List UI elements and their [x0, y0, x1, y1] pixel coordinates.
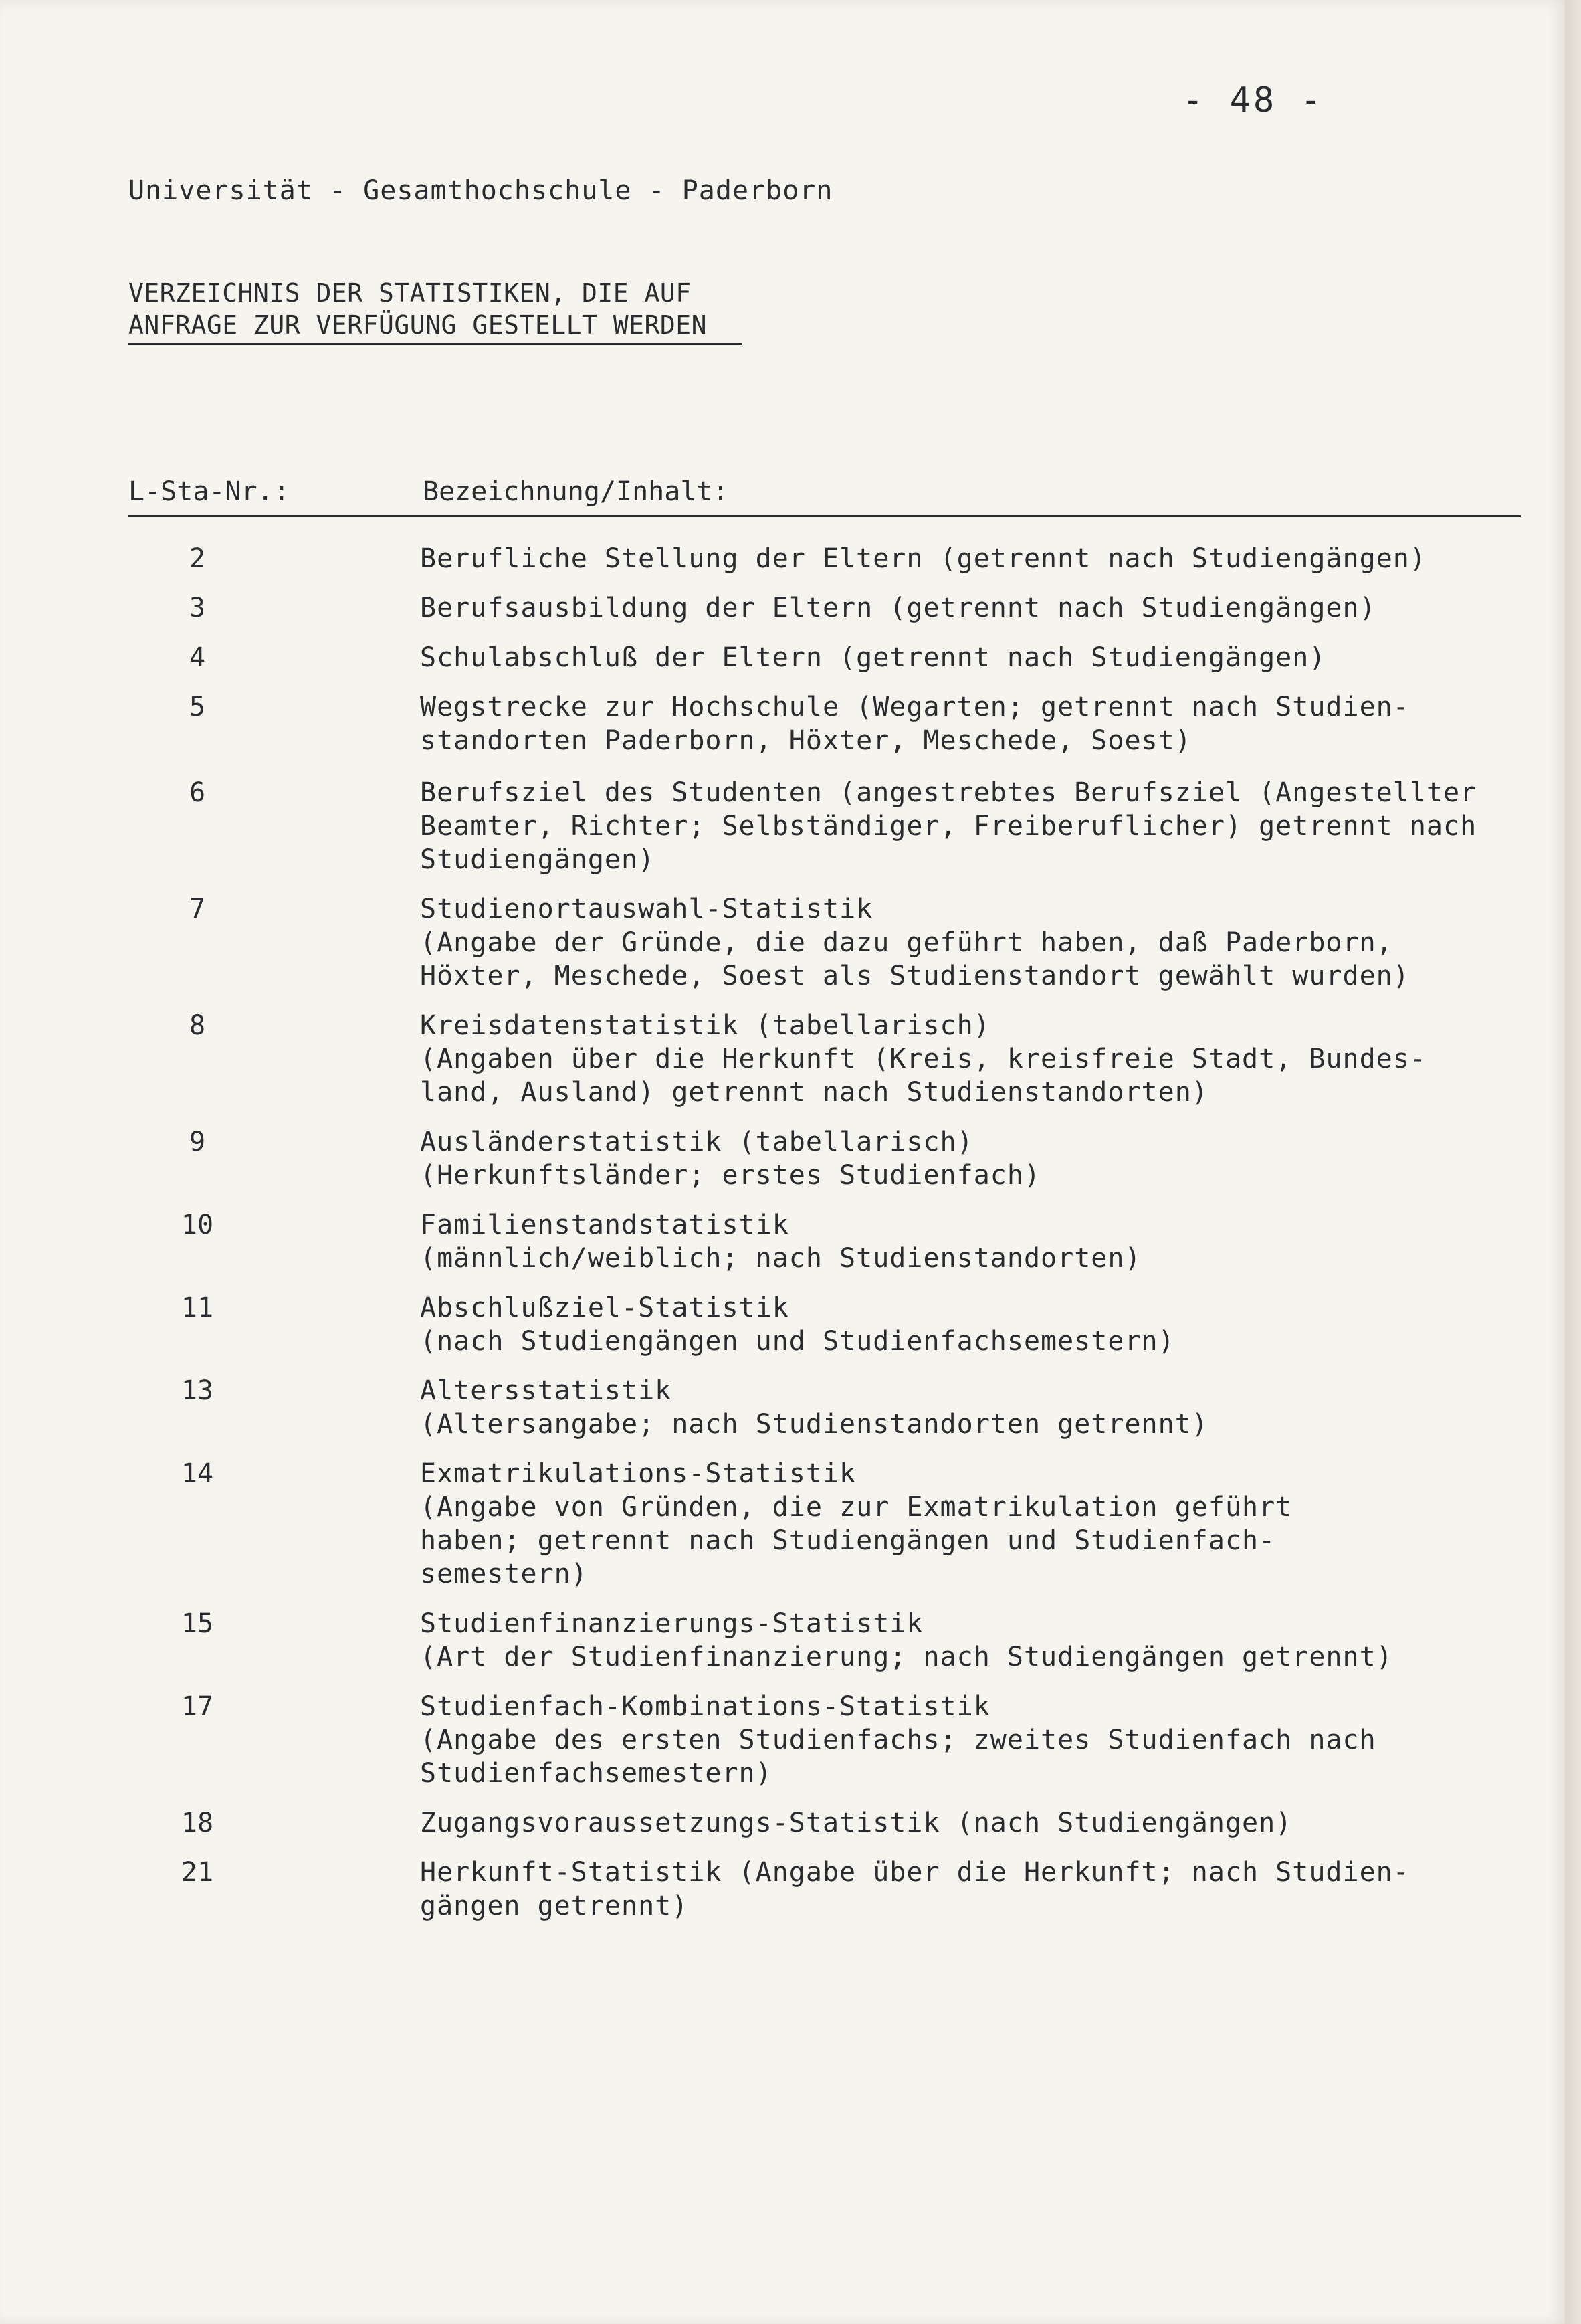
entry-description-line: (Angabe der Gründe, die dazu geführt haben, daß Paderborn, — [420, 927, 1393, 958]
entry-description-line: Altersstatistik — [420, 1375, 672, 1406]
entry-description-line: Studienortauswahl-Statistik — [420, 894, 873, 925]
entry-description-line: Herkunft-Statistik (Angabe über die Herkunft; nach Studien- — [420, 1857, 1410, 1888]
entry-description-line: Abschlußziel-Statistik — [420, 1292, 789, 1323]
entry-description-line: semestern) — [420, 1559, 588, 1589]
document-title-line-1: VERZEICHNIS DER STATISTIKEN, DIE AUF — [128, 278, 692, 308]
entry-number: 2 — [189, 543, 206, 574]
entry-number: 11 — [181, 1292, 214, 1323]
entry-description-line: Studienfinanzierungs-Statistik — [420, 1608, 924, 1639]
entry-description — [420, 1690, 1503, 1790]
entry-description — [420, 690, 1503, 757]
entry-number: 15 — [181, 1608, 214, 1639]
entry-number: 7 — [189, 894, 206, 925]
entry-number: 21 — [181, 1857, 214, 1888]
entry-description — [420, 542, 1503, 575]
entry-description-line: Studienfachsemestern) — [420, 1758, 772, 1789]
entry-description — [420, 1607, 1503, 1674]
entry-description-line: Berufsziel des Studenten (angestrebtes Berufsziel (Angestellter — [420, 777, 1477, 808]
entry-description — [420, 1125, 1503, 1192]
entry-description — [420, 892, 1503, 993]
page-number: - 48 - — [1182, 80, 1324, 120]
entry-description-line: gängen getrennt) — [420, 1891, 689, 1921]
entry-description-line: Ausländerstatistik (tabellarisch) — [420, 1127, 974, 1157]
title-underline — [128, 343, 742, 345]
entry-description-line: (nach Studiengängen und Studienfachsemestern) — [420, 1326, 1175, 1357]
entry-description-line: Zugangsvoraussetzungs-Statistik (nach Studiengängen) — [420, 1808, 1293, 1838]
entry-number: 6 — [189, 777, 206, 808]
entry-description-line: Kreisdatenstatistik (tabellarisch) — [420, 1010, 990, 1041]
entry-number: 9 — [189, 1127, 206, 1157]
entry-description-line: Beamter, Richter; Selbständiger, Freiberuflicher) getrennt nach — [420, 811, 1477, 842]
entry-description-line: Berufsausbildung der Eltern (getrennt nach Studiengängen) — [420, 593, 1376, 623]
entry-description-line: (Altersangabe; nach Studienstandorten getrennt) — [420, 1409, 1208, 1440]
entry-description — [420, 776, 1503, 876]
entry-description-line: (Art der Studienfinanzierung; nach Studiengängen getrennt) — [420, 1642, 1393, 1672]
entry-description — [420, 1009, 1503, 1109]
entry-description — [420, 591, 1503, 625]
header-divider — [128, 515, 1521, 517]
entry-number: 5 — [189, 692, 206, 722]
entry-description-line: haben; getrennt nach Studiengängen und Studienfach- — [420, 1525, 1276, 1556]
entry-description-line: (männlich/weiblich; nach Studienstandorten) — [420, 1243, 1142, 1274]
entry-description-line: Studiengängen) — [420, 844, 655, 875]
entry-description — [420, 1457, 1503, 1591]
entry-description-line: Schulabschluß der Eltern (getrennt nach Studiengängen) — [420, 642, 1326, 673]
entry-number: 13 — [181, 1375, 214, 1406]
entry-description — [420, 1291, 1503, 1358]
entry-description — [420, 1806, 1503, 1840]
entry-description-line: (Angabe von Gründen, die zur Exmatrikulation geführt — [420, 1492, 1293, 1523]
entry-number: 3 — [189, 593, 206, 623]
page-edge — [1565, 0, 1581, 2324]
entry-number: 4 — [189, 642, 206, 673]
entry-description-line: Wegstrecke zur Hochschule (Wegarten; getrennt nach Studien- — [420, 692, 1410, 722]
entry-description-line: Höxter, Meschede, Soest als Studienstandort gewählt wurden) — [420, 961, 1410, 991]
column-header-number: L-Sta-Nr.: — [128, 476, 290, 507]
entry-number: 18 — [181, 1808, 214, 1838]
entry-number: 14 — [181, 1458, 214, 1489]
entry-description-line: (Herkunftsländer; erstes Studienfach) — [420, 1160, 1041, 1191]
entry-description-line: Familienstandstatistik — [420, 1209, 789, 1240]
entry-number: 17 — [181, 1691, 214, 1722]
column-header-description: Bezeichnung/Inhalt: — [423, 476, 729, 507]
entry-description-line: standorten Paderborn, Höxter, Meschede, Soest) — [420, 725, 1192, 756]
entry-description — [420, 1208, 1503, 1275]
entry-description-line: Berufliche Stellung der Eltern (getrennt nach Studiengängen) — [420, 543, 1427, 574]
entry-number: 10 — [181, 1209, 214, 1240]
entry-number: 8 — [189, 1010, 206, 1041]
entry-description-line: Exmatrikulations-Statistik — [420, 1458, 857, 1489]
entry-description — [420, 1856, 1503, 1923]
entry-description-line: (Angaben über die Herkunft (Kreis, kreisfreie Stadt, Bundes- — [420, 1044, 1427, 1074]
entry-description-line: (Angabe des ersten Studienfachs; zweites Studienfach nach — [420, 1725, 1376, 1755]
institution-name: Universität - Gesamthochschule - Paderborn — [128, 175, 833, 206]
entry-description-line: Studienfach-Kombinations-Statistik — [420, 1691, 990, 1722]
entry-description-line: land, Ausland) getrennt nach Studienstandorten) — [420, 1077, 1208, 1108]
document-title — [128, 277, 707, 341]
document-title-line-2: ANFRAGE ZUR VERFÜGUNG GESTELLT WERDEN — [128, 310, 707, 340]
entry-description — [420, 1374, 1503, 1441]
entry-description — [420, 641, 1503, 674]
